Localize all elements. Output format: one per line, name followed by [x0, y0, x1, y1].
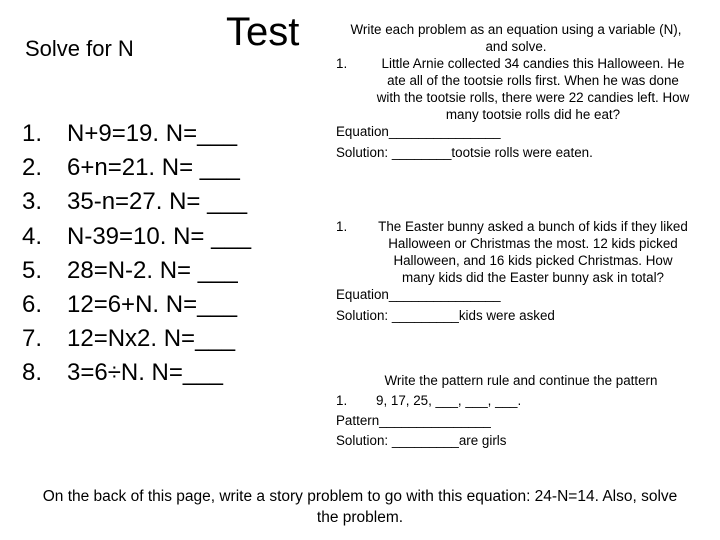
- pattern-section: [336, 372, 696, 449]
- problem-number: 1.: [336, 219, 348, 234]
- problem-number: 1.: [336, 393, 348, 408]
- problem-number: 4.: [22, 222, 43, 250]
- solve-for-n-heading: Solve for N: [25, 36, 134, 61]
- word-problem-text: Little Arnie collected 34 candies this Halloween. He ate all of the tootsie rolls first. When he was done with the tootsie rolls, there were 22 candies left. How many tootsie rolls did he eat?: [376, 56, 690, 122]
- solution-line: Solution: _________are girls: [336, 433, 507, 448]
- problem-text: 35-n=27. N= ___: [67, 188, 248, 216]
- problem-number: 7.: [22, 325, 43, 353]
- problem-number: 5.: [22, 256, 43, 284]
- problem-number: 6.: [22, 291, 43, 319]
- problem-text: 6+n=21. N= ___: [67, 154, 240, 182]
- problem-text: N-39=10. N= ___: [67, 222, 252, 250]
- word-problem-2-section: [336, 218, 696, 324]
- word-problem-2: [336, 218, 696, 286]
- solution-line: Solution: _________kids were asked: [336, 308, 555, 323]
- pattern-instruction: Write the pattern rule and continue the pattern: [384, 373, 658, 388]
- pattern-item: [336, 392, 696, 409]
- list-item: [22, 220, 251, 254]
- problem-number: 8.: [22, 359, 43, 387]
- problem-text: 28=N-2. N= ___: [67, 256, 238, 284]
- word-problem-1: [336, 55, 696, 123]
- problem-text: 3=6÷N. N=___: [67, 359, 223, 387]
- list-item: [22, 356, 251, 390]
- problem-text: 12=6+N. N=___: [67, 291, 238, 319]
- pattern-rule-line: Pattern_______________: [336, 413, 491, 428]
- footer-instruction: On the back of this page, write a story problem to go with this equation: 24-N=14. Also, solve the problem.: [42, 488, 678, 526]
- problem-text: 12=Nx2. N=___: [67, 325, 236, 353]
- word-problem-section: [336, 21, 696, 161]
- problem-number: 1.: [336, 56, 348, 71]
- equation-line: Equation_______________: [336, 287, 501, 302]
- list-item: [22, 288, 251, 322]
- word-problem-text: The Easter bunny asked a bunch of kids if they liked Halloween or Christmas the most. 12 kids picked Halloween, and 16 kids picked Christmas. How many kids did the Easter bunny ask in total?: [378, 219, 688, 285]
- list-item: [22, 151, 251, 185]
- pattern-sequence: 9, 17, 25, ___, ___, ___.: [376, 393, 522, 408]
- problem-number: 2.: [22, 154, 43, 182]
- list-item: [22, 117, 251, 151]
- word-problem-instruction: Write each problem as an equation using a variable (N), and solve.: [350, 22, 682, 54]
- problem-number: 3.: [22, 188, 43, 216]
- solution-line: Solution: ________tootsie rolls were eaten.: [336, 145, 593, 160]
- problem-text: N+9=19. N=___: [67, 120, 238, 147]
- equation-line: Equation_______________: [336, 124, 501, 139]
- problem-number: 1.: [22, 120, 43, 147]
- page-title: Test: [226, 10, 300, 54]
- list-item: [22, 185, 251, 219]
- equation-problem-list: [22, 117, 251, 391]
- list-item: [22, 322, 251, 356]
- list-item: [22, 254, 251, 288]
